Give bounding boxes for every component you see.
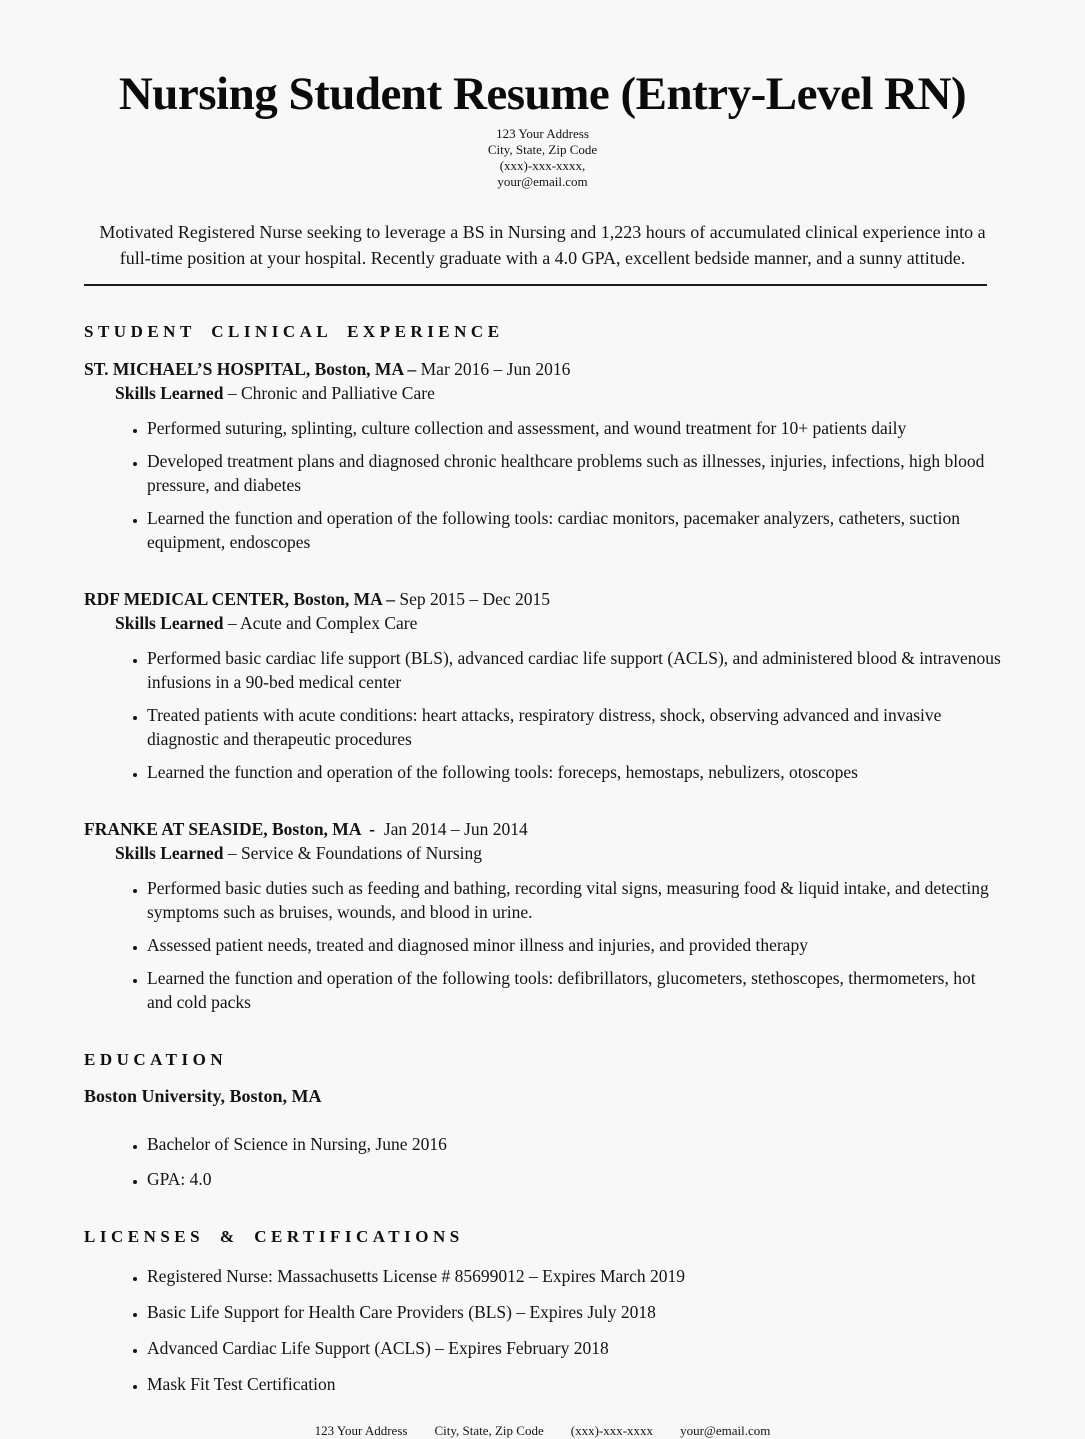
- skills-detail: – Chronic and Palliative Care: [223, 382, 435, 403]
- entry-org-name: ST. MICHAEL’S HOSPITAL, Boston, MA –: [84, 358, 421, 379]
- skills-label: Skills Learned: [115, 842, 224, 863]
- bullet-item: • Assessed patient needs, treated and diagnosed minor illness and injuries, and provided therapy: [147, 933, 1001, 957]
- footer-phone: (xxx)-xxx-xxxx: [570, 1422, 654, 1438]
- bullet-item: • Basic Life Support for Health Care Providers (BLS) – Expires July 2018: [147, 1300, 1001, 1324]
- page-title: Nursing Student Resume (Entry-Level RN): [118, 68, 967, 120]
- bullet-item: • Registered Nurse: Massachusetts License # 85699012 – Expires March 2019: [147, 1264, 1001, 1288]
- bullet-item: • Mask Fit Test Certification: [147, 1372, 1001, 1396]
- entry-header: [84, 817, 1001, 841]
- education-section-heading: EDUCATION: [84, 1049, 228, 1069]
- bullet-item: • Performed basic cardiac life support (BLS), advanced cardiac life support (ACLS), and administered blood & intravenous infusions in a 90-bed medical center: [147, 646, 1001, 694]
- contact-email-line: your@email.com: [497, 173, 588, 189]
- skills-line: [115, 611, 1001, 635]
- skills-line: [115, 841, 1001, 865]
- bullet-item: • Learned the function and operation of the following tools: cardiac monitors, pacemaker analyzers, catheters, suction equipment, endoscopes: [147, 506, 1001, 554]
- experience-entry-st-michaels: [84, 357, 1001, 554]
- entry-org-name: RDF MEDICAL CENTER, Boston, MA –: [84, 588, 400, 609]
- entry-bullet-list: [84, 416, 1001, 554]
- clinical-section-heading: STUDENT CLINICAL EXPERIENCE: [84, 321, 504, 341]
- bullet-item: • Developed treatment plans and diagnosed chronic healthcare problems such as illnesses, injuries, infections, high blood pressure, and diabetes: [147, 449, 1001, 497]
- footer-address: 123 Your Address: [314, 1422, 408, 1438]
- bullet-item: • Performed suturing, splinting, culture collection and assessment, and wound treatment for 10+ patients daily: [147, 416, 1001, 440]
- section-licenses-certifications: [84, 1227, 1001, 1396]
- contact-city-line: City, State, Zip Code: [487, 141, 598, 157]
- bullet-item: • GPA: 4.0: [147, 1167, 1001, 1191]
- bullet-item: • Advanced Cardiac Life Support (ACLS) – Expires February 2018: [147, 1336, 1001, 1360]
- entry-dates: Sep 2015 – Dec 2015: [399, 588, 551, 609]
- education-school: Boston University, Boston, MA: [84, 1085, 322, 1106]
- skills-label: Skills Learned: [115, 382, 224, 403]
- entry-dates: Mar 2016 – Jun 2016: [420, 358, 571, 379]
- entry-bullet-list: [84, 876, 1001, 1014]
- contact-block: [84, 126, 1001, 190]
- section-clinical-experience: [84, 322, 1001, 1014]
- skills-detail: – Service & Foundations of Nursing: [223, 842, 483, 863]
- entry-dates: Jan 2014 – Jun 2014: [383, 818, 528, 839]
- entry-header: [84, 357, 1001, 381]
- entry-header: [84, 587, 1001, 611]
- licenses-bullet-list: [84, 1264, 1001, 1396]
- summary-paragraph: Motivated Registered Nurse seeking to leverage a BS in Nursing and 1,223 hours of accumulated clinical experience into a full-time position at your hospital. Recently graduate with a 4.0 GPA, excellent bedside manner, and a sunny attitude.: [99, 221, 986, 268]
- divider-rule: [84, 284, 987, 286]
- experience-entry-rdf-medical: [84, 587, 1001, 784]
- bullet-item: • Learned the function and operation of the following tools: defibrillators, glucometers, stethoscopes, thermometers, hot and cold packs: [147, 966, 1001, 1014]
- footer-email: your@email.com: [680, 1422, 771, 1438]
- skills-label: Skills Learned: [115, 612, 224, 633]
- experience-entry-franke-seaside: [84, 817, 1001, 1014]
- bullet-item: • Performed basic duties such as feeding and bathing, recording vital signs, measuring food & liquid intake, and detecting symptoms such as bruises, wounds, and blood in urine.: [147, 876, 1001, 924]
- resume-header: [84, 68, 1001, 286]
- section-education: [84, 1050, 1001, 1191]
- bullet-item: • Learned the function and operation of the following tools: foreceps, hemostaps, nebulizers, otoscopes: [147, 760, 1001, 784]
- licenses-section-heading: LICENSES & CERTIFICATIONS: [84, 1226, 464, 1246]
- entry-org-name: FRANKE AT SEASIDE, Boston, MA -: [84, 818, 384, 839]
- bullet-item: • Bachelor of Science in Nursing, June 2016: [147, 1132, 1001, 1156]
- contact-phone-line: (xxx)-xxx-xxxx,: [499, 157, 586, 173]
- education-bullet-list: [84, 1132, 1001, 1191]
- skills-line: [115, 381, 1001, 405]
- footer-city: City, State, Zip Code: [434, 1422, 544, 1438]
- footer: [84, 1423, 1001, 1439]
- skills-detail: – Acute and Complex Care: [223, 612, 418, 633]
- entry-bullet-list: [84, 646, 1001, 784]
- contact-address-line: 123 Your Address: [496, 125, 589, 141]
- bullet-item: • Treated patients with acute conditions: heart attacks, respiratory distress, shock, observing advanced and invasive diagnostic and therapeutic procedures: [147, 703, 1001, 751]
